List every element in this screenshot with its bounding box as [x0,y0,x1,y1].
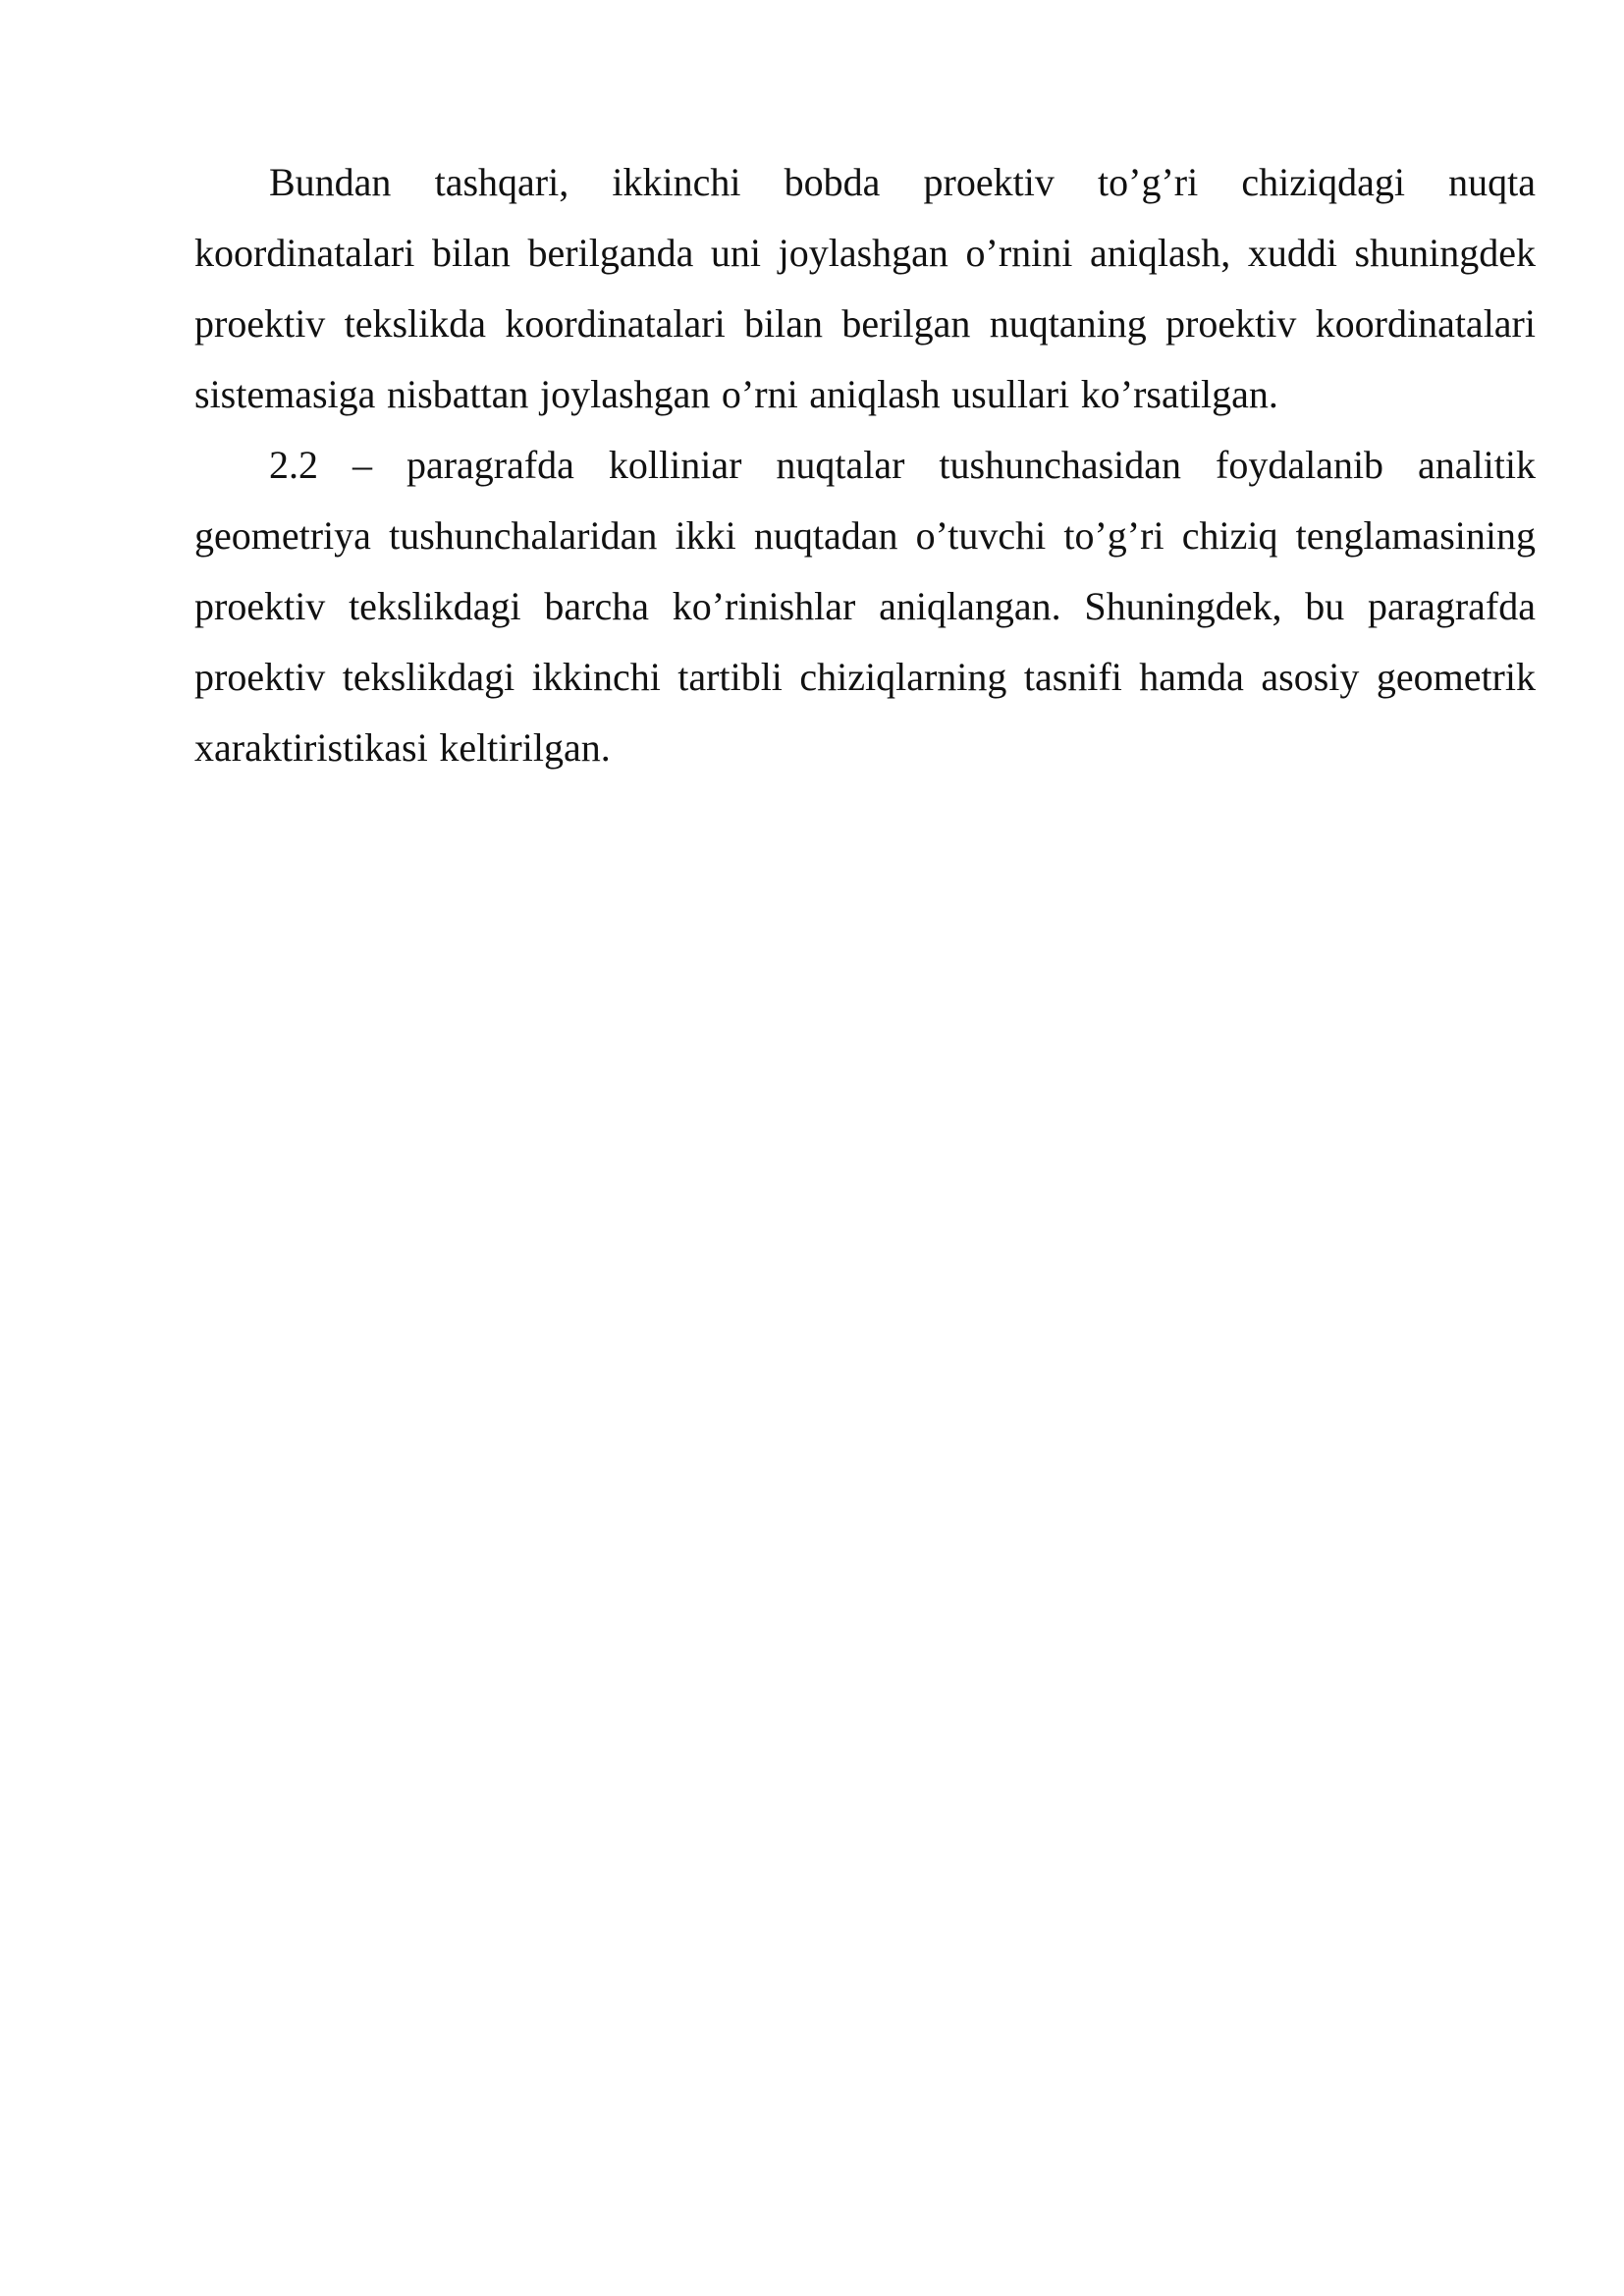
paragraph-2: 2.2 – paragrafda kolliniar nuqtalar tushunchasidan foydalanib analitik geometriya tushunchalaridan ikki nuqtadan o’tuvchi to’g’ri chiziq tenglamasining proektiv tekslikdagi barcha ko’rinishlar aniqlangan. Shuningdek, bu paragrafda proektiv tekslikdagi ikkinchi tartibli chiziqlarning tasnifi hamda asosiy geometrik xaraktiristikasi keltirilgan. [194,443,1536,770]
document-body [194,147,1536,783]
paragraph-1: Bundan tashqari, ikkinchi bobda proektiv to’g’ri chiziqdagi nuqta koordinatalari bilan berilganda uni joylashgan o’rnini aniqlash, xuddi shuningdek proektiv tekslikda koordinatalari bilan berilgan nuqtaning proektiv koordinatalari sistemasiga nisbattan joylashgan o’rni aniqlash usullari ko’rsatilgan. [194,160,1536,416]
